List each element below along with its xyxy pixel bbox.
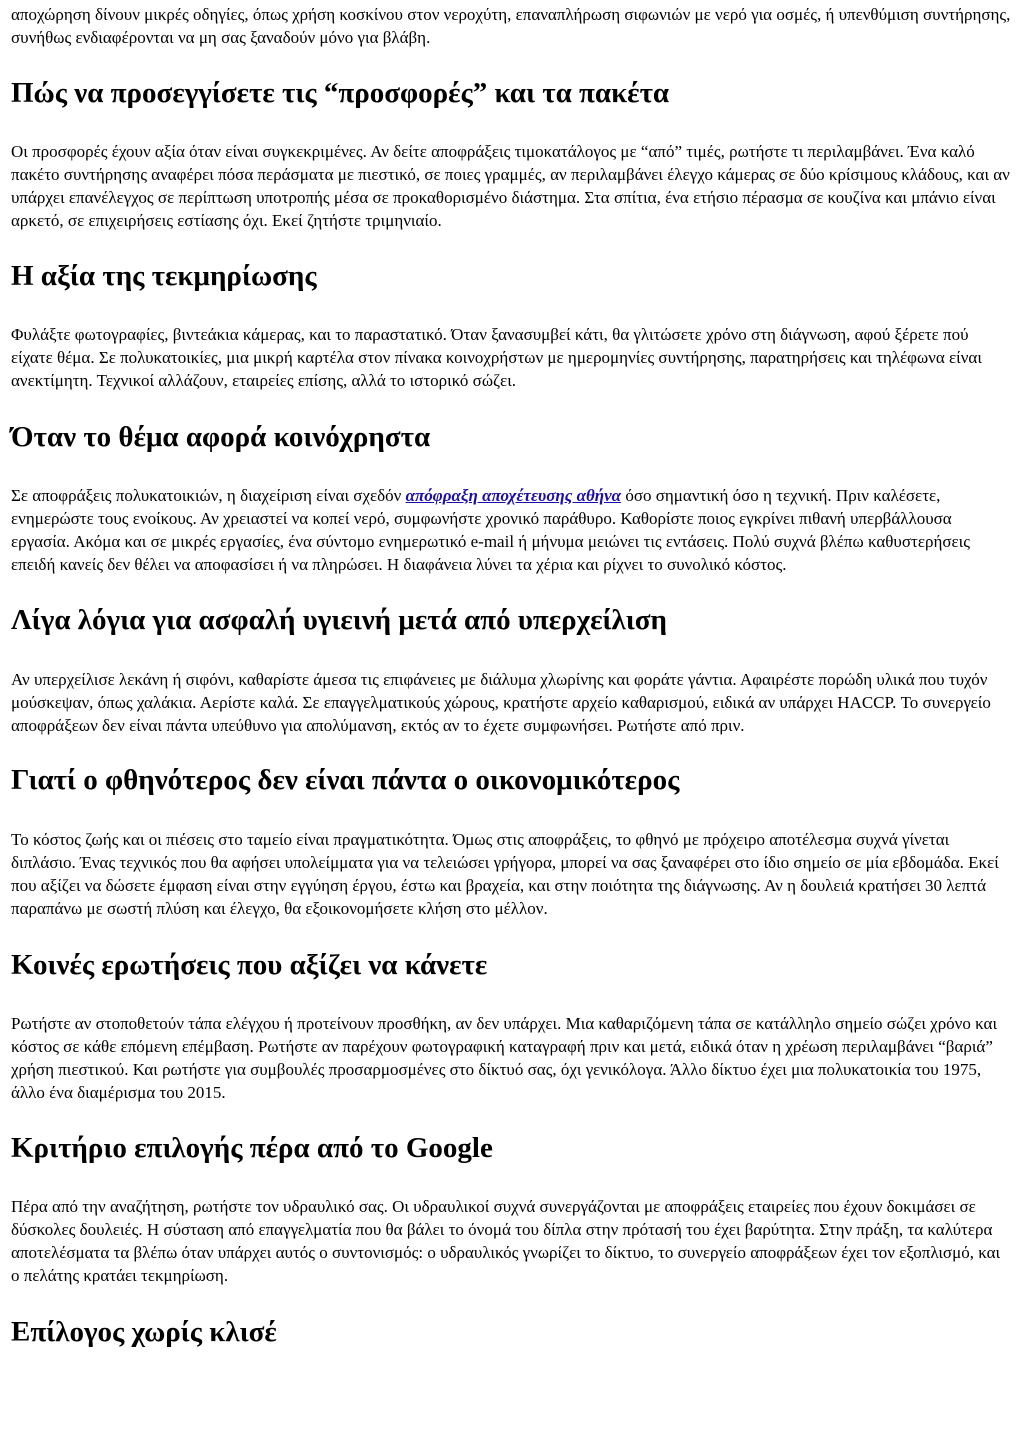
section-heading-selection: Κριτήριο επιλογής πέρα από το Google	[11, 1132, 493, 1164]
paragraph-text-before-link: Σε αποφράξεις πολυκατοικιών, η διαχείριση είναι σχεδόν	[11, 486, 406, 505]
section-heading-questions: Κοινές ερωτήσεις που αξίζει να κάνετε	[11, 949, 488, 981]
section-paragraph-common-areas	[11, 484, 1011, 576]
section-paragraph-cheapest: Το κόστος ζωής και οι πιέσεις στο ταμείο είναι πραγματικότητα. Όμως στις αποφράξεις, το φθηνό με πρόχειρο αποτέλεσμα συχνά γίνεται διπλάσιο. Ένας τεχνικός που θα αφήσει υπολείμματα για να τελειώσει γρήγορα, μπορεί να σας ξαναφέρει στο ίδιο σημείο σε μία εβδομάδα. Εκεί που αξίζει να δώσετε έμφαση είναι στην εγγύηση έργου, έστω και βραχεία, και στην ποιότητα της διάγνωσης. Αν η δουλειά κρατήσει 30 λεπτά παραπάνω με σωστή πλύση και έλεγχο, θα εξοικονομήσετε κλήση στο μέλλον.	[11, 830, 999, 918]
paragraph-text-after-link: όσο σημαντική όσο η τεχνική. Πριν καλέσετε, ενημερώστε τους ενοίκους. Αν χρειαστεί να κοπεί νερό, συμφωνήστε χρονικό παράθυρο. Καθορίστε ποιος εγκρίνει πιθανή υπερβάλλουσα εργασία. Ακόμα και σε μικρές εργασίες, ένα σύντομο ενημερωτικό e-mail ή μήνυμα μειώνει τις εντάσεις. Πολύ συχνά βλέπω καθυστερήσεις επειδή κανείς δεν θέλει να αποφασίσει ή να πληρώσει. Η διαφάνεια λύνει τα χέρια και ρίχνει το συνολικό κόστος.	[11, 486, 970, 574]
section-heading-documentation: Η αξία της τεκμηρίωσης	[11, 260, 317, 292]
section-heading-common-areas: Όταν το θέμα αφορά κοινόχρηστα	[11, 421, 431, 453]
section-paragraph-hygiene: Αν υπερχείλισε λεκάνη ή σιφόνι, καθαρίστε άμεσα τις επιφάνειες με διάλυμα χλωρίνης και φοράτε γάντια. Αφαιρέστε πορώδη υλικά που τυχόν μούσκεψαν, όπως χαλάκια. Αερίστε καλά. Σε επαγγελματικούς χώρους, κρατήστε αρχείο καθαρισμού, ειδικά αν υπάρχει HACCP. Το συνεργείο αποφράξεων δεν είναι πάντα υπεύθυνο για απολύμανση, εκτός αν το έχετε συμφωνήσει. Ρωτήστε από πριν.	[11, 670, 991, 735]
section-paragraph-documentation: Φυλάξτε φωτογραφίες, βιντεάκια κάμερας, και το παραστατικό. Όταν ξανασυμβεί κάτι, θα γλιτώσετε χρόνο στη διάγνωση, αφού ξέρετε πού είχατε θέμα. Σε πολυκατοικίες, μια μικρή καρτέλα στον πίνακα κοινοχρήστων με ημερομηνίες συντήρησης, παρατηρήσεις και τηλέφωνα είναι ανεκτίμητη. Τεχνικοί αλλάζουν, εταιρείες επίσης, αλλά το ιστορικό σώζει.	[11, 325, 982, 390]
section-paragraph-selection: Πέρα από την αναζήτηση, ρωτήστε τον υδραυλικό σας. Οι υδραυλικοί συχνά συνεργάζονται με αποφράξεις εταιρείες που έχουν δοκιμάσει σε δύσκολες δουλειές. Η σύσταση από επαγγελματία που θα βάλει το όνομά του δίπλα στην πρότασή του έχει βαρύτητα. Στην πράξη, τα καλύτερα αποτελέσματα τα βλέπω όταν υπάρχει αυτός ο συντονισμός: ο υδραυλικός γνωρίζει το δίκτυο, το συνεργείο αποφράξεων έχει τον εξοπλισμό, και ο πελάτης κρατάει τεκμηρίωση.	[11, 1197, 1001, 1285]
section-heading-epilogue: Επίλογος χωρίς κλισέ	[11, 1316, 277, 1348]
section-heading-cheapest: Γιατί ο φθηνότερος δεν είναι πάντα ο οικονομικότερος	[11, 764, 680, 796]
intro-paragraph: αποχώρηση δίνουν μικρές οδηγίες, όπως χρήση κοσκίνου στον νεροχύτη, επαναπλήρωση σιφωνιών με νερό για οσμές, ή υπενθύμιση συντήρησης, συνήθως ενδιαφέρονται να μη σας ξαναδούν μόνο για βλάβη.	[11, 5, 1011, 47]
section-heading-offers: Πώς να προσεγγίσετε τις “προσφορές” και τα πακέτα	[11, 77, 670, 109]
drain-unblocking-link[interactable]: απόφραξη αποχέτευσης αθήνα	[405, 486, 622, 505]
article-page	[0, 3, 1023, 1349]
section-paragraph-questions: Ρωτήστε αν στοποθετούν τάπα ελέγχου ή προτείνουν προσθήκη, αν δεν υπάρχει. Μια καθαριζόμενη τάπα σε κατάλληλο σημείο σώζει χρόνο και κόστος σε κάθε επόμενη επέμβαση. Ρωτήστε αν παρέχουν φωτογραφική καταγραφή πριν και μετά, ειδικά όταν η χρέωση περιλαμβάνει “βαριά” χρήση πιεστικού. Και ρωτήστε για συμβουλές προσαρμοσμένες στο δίκτυό σας, όχι γενικόλογα. Άλλο δίκτυο έχει μια πολυκατοικία του 1975, άλλο ένα διαμέρισμα του 2015.	[11, 1014, 998, 1102]
section-paragraph-offers: Οι προσφορές έχουν αξία όταν είναι συγκεκριμένες. Αν δείτε αποφράξεις τιμοκατάλογος με “από” τιμές, ρωτήστε τι περιλαμβάνει. Ένα καλό πακέτο συντήρησης αναφέρει πόσα περάσματα με πιεστικό, σε ποιες γραμμές, αν περιλαμβάνει έλεγχο κάμερας σε δύο κρίσιμους κλάδους, και αν υπάρχει επανέλεγχος σε περίπτωση υποτροπής μέσα σε προκαθορισμένο διάστημα. Στα σπίτια, ένα ετήσιο πέρασμα σε κουζίνα και μπάνιο είναι αρκετό, σε επιχειρήσεις εστίασης όχι. Εκεί ζητήστε τριμηνιαίο.	[11, 142, 1010, 230]
section-heading-hygiene: Λίγα λόγια για ασφαλή υγιεινή μετά από υπερχείλιση	[11, 604, 667, 636]
